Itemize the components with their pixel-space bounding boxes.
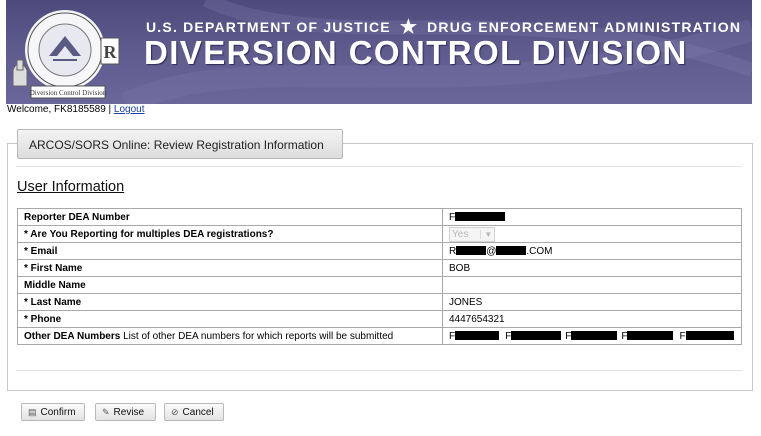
- pencil-icon: ✎: [102, 406, 110, 417]
- redaction-bar: [571, 331, 617, 340]
- table-row: [18, 277, 742, 294]
- email-value: R @ .COM: [443, 243, 742, 260]
- row-label: Other DEA Numbers List of other DEA numbers for which reports will be submitted: [18, 328, 443, 345]
- row-label: * Phone: [18, 311, 443, 328]
- drug-enforcement-text: DRUG ENFORCEMENT ADMINISTRATION: [427, 19, 742, 35]
- table-row: [18, 328, 742, 345]
- phone-value: 4447654321: [443, 311, 742, 328]
- logout-link[interactable]: Logout: [113, 104, 145, 115]
- row-label: Middle Name: [18, 277, 443, 294]
- star-icon: ★: [399, 17, 419, 38]
- redaction-bar: [496, 246, 526, 255]
- panel-divider: [16, 166, 742, 167]
- chevron-down-icon: ▼: [480, 230, 492, 239]
- row-label: Reporter DEA Number: [18, 209, 443, 226]
- redaction-bar: [511, 331, 561, 340]
- user-info-table: [17, 208, 742, 345]
- multiple-registrations-select[interactable]: Yes ▼: [449, 227, 495, 242]
- document-icon: ▤: [28, 406, 37, 417]
- table-row: [18, 311, 742, 328]
- section-title: User Information: [17, 179, 125, 195]
- confirm-button[interactable]: ▤ Confirm: [21, 403, 85, 421]
- tab-review-registration[interactable]: ARCOS/SORS Online: Review Registration Information: [17, 129, 343, 159]
- row-label: * Email: [18, 243, 443, 260]
- last-name-value: JONES: [443, 294, 742, 311]
- table-row: [18, 260, 742, 277]
- row-description: List of other DEA numbers for which reports will be submitted: [120, 330, 394, 342]
- redaction-bar: [686, 331, 734, 340]
- banner-title: DIVERSION CONTROL DIVISION: [144, 34, 688, 71]
- revise-button[interactable]: ✎ Revise: [95, 403, 156, 421]
- row-label: * First Name: [18, 260, 443, 277]
- header-banner: [6, 0, 752, 104]
- middle-name-value: [443, 277, 742, 294]
- dea-seal-logo: [9, 8, 127, 102]
- redaction-bar: [456, 246, 486, 255]
- table-row: [18, 243, 742, 260]
- row-label: * Are You Reporting for multiples DEA registrations?: [18, 226, 443, 243]
- cancel-circle-icon: ⊘: [171, 406, 179, 417]
- first-name-value: BOB: [443, 260, 742, 277]
- seal-bottom-text: Diversion Control Division: [29, 89, 107, 97]
- redaction-bar: [455, 212, 505, 221]
- cancel-button[interactable]: ⊘ Cancel: [164, 403, 224, 421]
- row-label: * Last Name: [18, 294, 443, 311]
- multiple-registrations-cell: [443, 226, 742, 243]
- seal-r-letter: R: [103, 42, 117, 62]
- redaction-bar: [455, 331, 499, 340]
- reporter-dea-value: F: [443, 209, 742, 226]
- welcome-bar: [7, 104, 145, 115]
- table-row: [18, 209, 742, 226]
- department-of-justice-text: U.S. DEPARTMENT OF JUSTICE: [146, 19, 391, 35]
- table-row: [18, 294, 742, 311]
- panel-divider: [16, 370, 742, 371]
- table-row: [18, 226, 742, 243]
- redaction-bar: [627, 331, 673, 340]
- welcome-text: Welcome, FK8185589 |: [7, 104, 114, 115]
- other-dea-numbers-value: F F F F F: [443, 328, 742, 345]
